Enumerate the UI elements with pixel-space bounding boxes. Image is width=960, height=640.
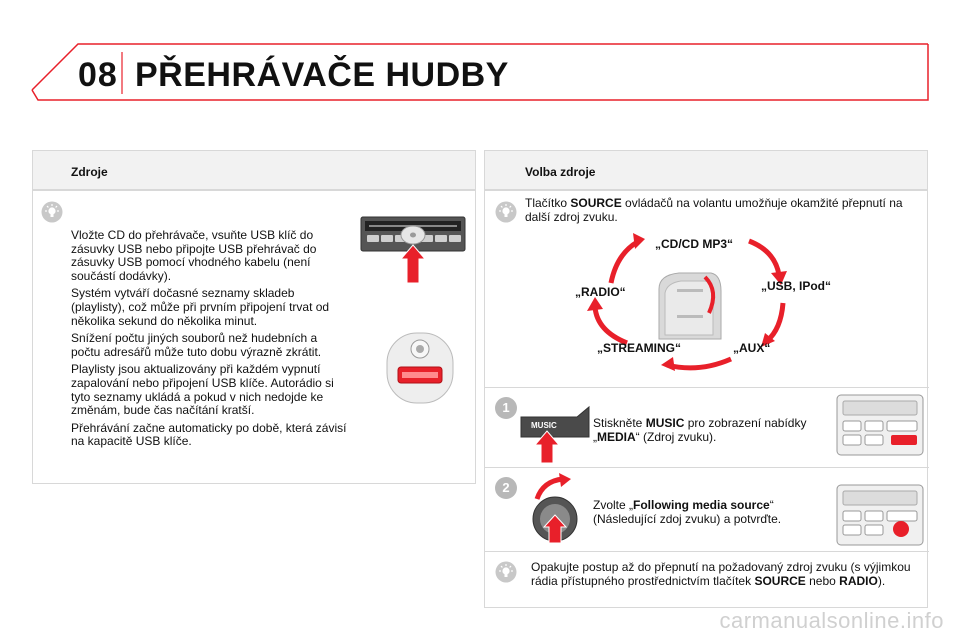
music-button-label: MUSIC [531, 421, 557, 430]
cycle-label-usb: „USB, IPod“ [761, 279, 832, 293]
right-section-heading: Volba zdroje [525, 165, 596, 179]
page-header [0, 0, 960, 110]
paragraph-autoplay: Přehrávání začne automaticky po době, která závisí na kapacitě USB klíče. [71, 420, 347, 449]
cycle-label-streaming: „STREAMING“ [597, 341, 681, 355]
divider [485, 387, 929, 388]
paragraph-update: Playlisty jsou aktualizovány při každém vypnutí zapalování nebo připojení USB klíče. Autorádio si tyto seznamy ukládá a pokud v nich nedojde ke změnám, bude čas načítání kratší. [71, 362, 334, 418]
intro-source-keyword: SOURCE [570, 196, 622, 210]
right-section-header [484, 150, 928, 190]
following-media-keyword: Following media source [633, 498, 770, 512]
info-bulb-icon [41, 201, 63, 223]
right-section-panel [484, 190, 928, 608]
divider [485, 551, 929, 552]
cycle-label-aux: „AUX“ [733, 341, 771, 355]
usb-socket-illustration [385, 331, 455, 405]
rotary-knob-illustration [525, 473, 587, 545]
control-panel-illustration [835, 481, 925, 549]
left-section-heading: Zdroje [71, 165, 108, 179]
paragraph-insert-media: Vložte CD do přehrávače, vsuňte USB klíč do zásuvky USB nebo připojte USB přehrávač do zásuvky USB pomocí vhodného kabelu (není součástí dodávky). [71, 228, 317, 283]
step-1-text: Stiskněte MUSIC pro zobrazení nabídky „MEDIA“ (Zdroj zvuku). [593, 416, 807, 444]
info-bulb-icon [495, 561, 517, 583]
music-keyword: MUSIC [645, 416, 685, 430]
footer-note: Opakujte postup až do přepnutí na požadovaný zdroj zvuku (s výjimkou rádia přístupného prostřednictvím tlačítek SOURCE nebo RADIO). [531, 560, 911, 588]
cycle-label-radio: „RADIO“ [575, 285, 626, 299]
step-2-text: Zvolte „Following media source“ (Následující zdoj zvuku) a potvrďte. [593, 498, 782, 526]
watermark: carmanualsonline.info [719, 608, 944, 633]
step-1-badge: 1 [495, 397, 517, 419]
intro-text-end: ovládačů na volantu umožňuje okamžité přepnutí na další zdroj zvuku. [525, 196, 903, 224]
paragraph-playlists: Systém vytváří dočasné seznamy skladeb (playlisty), což může při prvním připojení trvat od několika sekund do několika minut. [71, 286, 330, 328]
radio-keyword: RADIO [839, 573, 878, 588]
divider [485, 467, 929, 468]
chapter-number: 08 [78, 56, 118, 94]
control-panel-illustration [835, 391, 925, 459]
music-button-illustration [519, 405, 591, 465]
source-keyword: SOURCE [754, 573, 806, 588]
left-section-panel [32, 190, 476, 484]
step-2-badge: 2 [495, 477, 517, 499]
intro-text-start: Tlačítko [525, 196, 571, 210]
cycle-label-cd: „CD/CD MP3“ [655, 237, 734, 251]
left-section-body [71, 229, 347, 453]
source-intro [525, 197, 915, 224]
left-section-header [32, 150, 476, 190]
media-keyword: MEDIA [597, 429, 636, 444]
paragraph-reduce-files: Snížení počtu jiných souborů než hudebních a počtu adresářů může tuto dobu výrazně zkrátit. [71, 331, 322, 359]
cd-player-illustration [359, 213, 467, 285]
info-bulb-icon [495, 201, 517, 223]
page-title: PŘEHRÁVAČE HUDBY [135, 56, 509, 94]
